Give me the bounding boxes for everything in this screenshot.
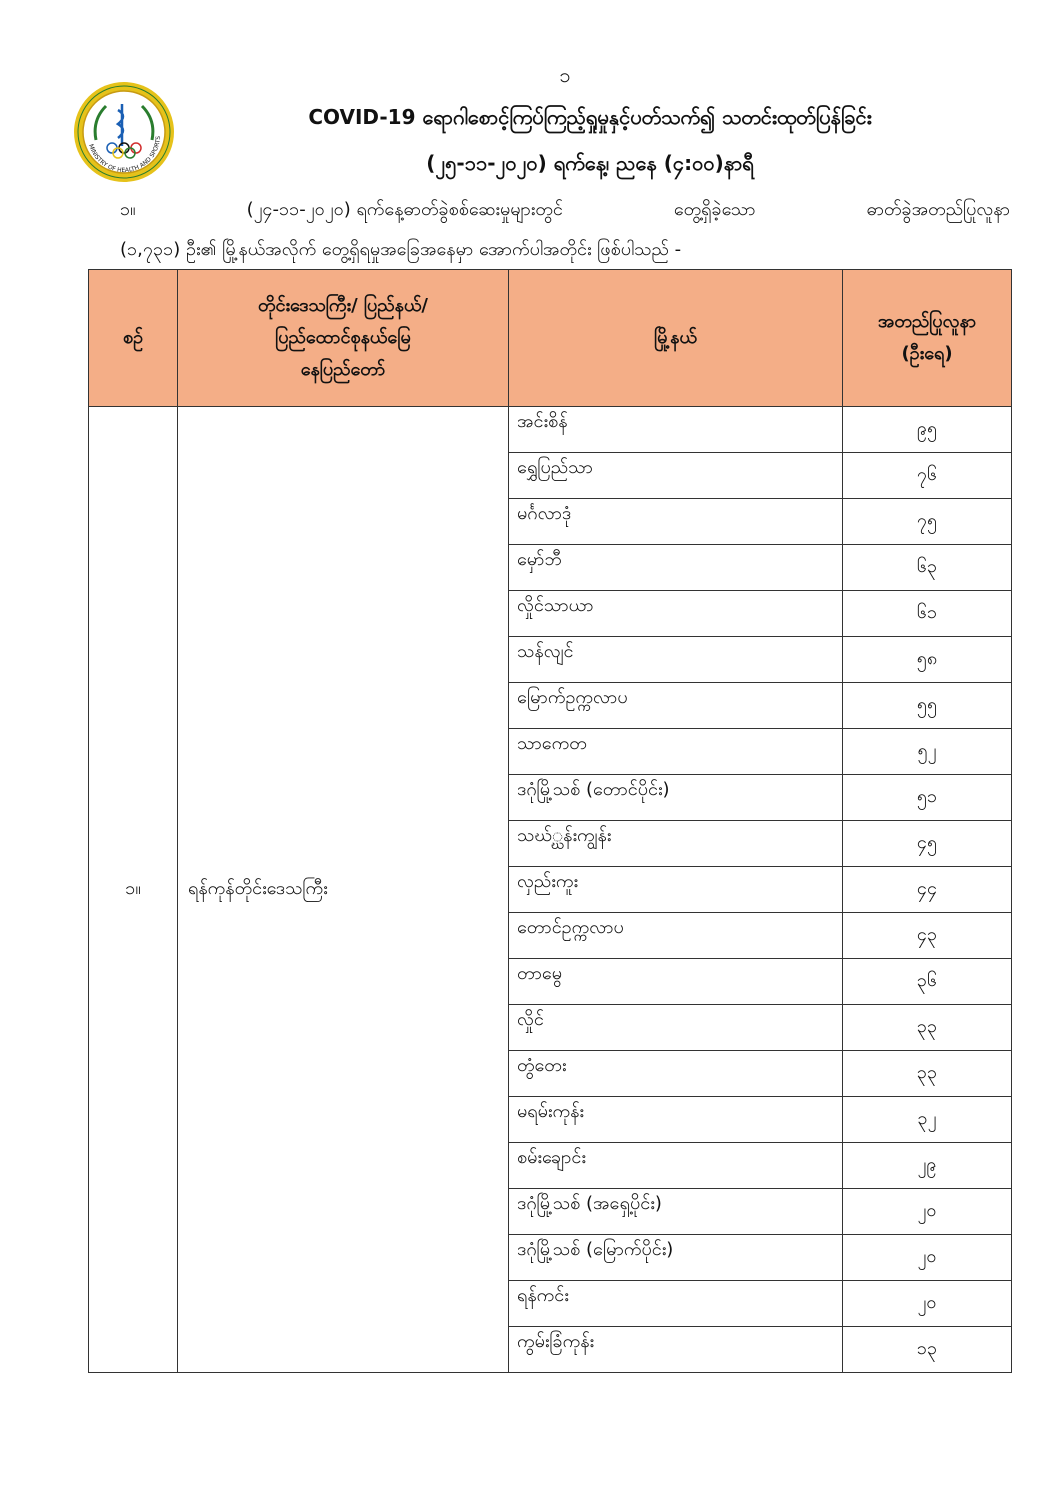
township-cell: တောင်ဥက္ကလာပ [509,913,843,959]
intro-number: ၁။ [120,199,136,220]
document-title: COVID-19 ရောဂါစောင့်ကြပ်ကြည့်ရှုမှုနှင့်ပတ်သက်၍ သတင်းထုတ်ပြန်ခြင်း [308,105,872,129]
count-cell: ၆၁ [843,591,1012,637]
row-region: ရန်ကုန်တိုင်းဒေသကြီး [178,407,509,1373]
count-cell: ၃၂ [843,1097,1012,1143]
township-cell: စမ်းချောင်း [509,1143,843,1189]
township-cell: မင်္ဂလာဒုံ [509,499,843,545]
header-count [843,270,1012,407]
township-cell: အင်းစိန် [509,407,843,453]
intro-text-c: ဓာတ်ခွဲအတည်ပြုလူနာ [866,199,1010,220]
header-sn: စဉ် [89,270,178,407]
count-cell: ၁၃ [843,1327,1012,1373]
count-cell: ၂၀ [843,1189,1012,1235]
count-cell: ၄၃ [843,913,1012,959]
township-cell: မှော်ဘီ [509,545,843,591]
township-cell: လှည်းကူး [509,867,843,913]
township-cell: သဃ်္ဃန်းကျွန်း [509,821,843,867]
intro-line-1 [120,190,1010,230]
township-cell: သန်လျင် [509,637,843,683]
township-cell: တာမွေ [509,959,843,1005]
township-cell: ဒဂုံမြို့သစ် (အရှေ့ပိုင်း) [509,1189,843,1235]
table-header-row [89,270,1012,407]
township-cell: ဒဂုံမြို့သစ် (တောင်ပိုင်း) [509,775,843,821]
header-region [178,270,509,407]
header-count-line-1: အတည်ပြုလူနာ [877,311,977,332]
count-cell: ၄၅ [843,821,1012,867]
count-cell: ၅၂ [843,729,1012,775]
count-cell: ၆၃ [843,545,1012,591]
count-cell: ၃၆ [843,959,1012,1005]
intro-line-2: (၁,၇၃၁) ဦး၏ မြို့နယ်အလိုက် တွေ့ရှိရမှုအခြေအနေမှာ အောက်ပါအတိုင်း ဖြစ်ပါသည် - [120,239,682,260]
header-region-line-2: ပြည်ထောင်စုနယ်မြေ [275,327,411,348]
count-cell: ၅၅ [843,683,1012,729]
township-cell: လှိုင် [509,1005,843,1051]
count-cell: ၄၄ [843,867,1012,913]
count-cell: ၉၅ [843,407,1012,453]
count-cell: ၂၉ [843,1143,1012,1189]
logo-text: MINISTRY OF HEALTH AND SPORTS [87,135,163,175]
township-cell: မရမ်းကုန်း [509,1097,843,1143]
count-cell: ၇၆ [843,453,1012,499]
cases-table [88,269,1012,1373]
township-cell: သာကေတ [509,729,843,775]
township-cell: ရွှေပြည်သာ [509,453,843,499]
table-row [89,407,1012,453]
header-region-line-1: တိုင်းဒေသကြီး/ ပြည်နယ်/ [257,295,429,316]
count-cell: ၅၈ [843,637,1012,683]
header-region-line-3: နေပြည်တော် [300,359,386,380]
intro-paragraph [120,190,1010,270]
intro-text-a: (၂၄-၁၁-၂၀၂၀) ရက်နေ့ဓာတ်ခွဲစစ်ဆေးမှုများတွင် [246,199,563,220]
count-cell: ၂၀ [843,1235,1012,1281]
count-cell: ၃၃ [843,1005,1012,1051]
header-count-line-2: (ဦးရေ) [901,343,953,364]
township-cell: ဒဂုံမြို့သစ် (မြောက်ပိုင်း) [509,1235,843,1281]
township-cell: ရန်ကင်း [509,1281,843,1327]
intro-text-b: တွေ့ရှိခဲ့သော [673,199,756,220]
township-cell: လှိုင်သာယာ [509,591,843,637]
header-township: မြို့နယ် [509,270,843,407]
count-cell: ၇၅ [843,499,1012,545]
page-number: ၁ [559,63,571,87]
township-cell: တွံတေး [509,1051,843,1097]
count-cell: ၅၁ [843,775,1012,821]
document-subtitle: (၂၅-၁၁-၂၀၂၀) ရက်နေ့၊ ညနေ (၄:၀၀)နာရီ [426,151,754,175]
township-cell: မြောက်ဥက္ကလာပ [509,683,843,729]
row-serial: ၁။ [89,407,178,1373]
count-cell: ၂၀ [843,1281,1012,1327]
count-cell: ၃၃ [843,1051,1012,1097]
township-cell: ကွမ်းခြံကုန်း [509,1327,843,1373]
